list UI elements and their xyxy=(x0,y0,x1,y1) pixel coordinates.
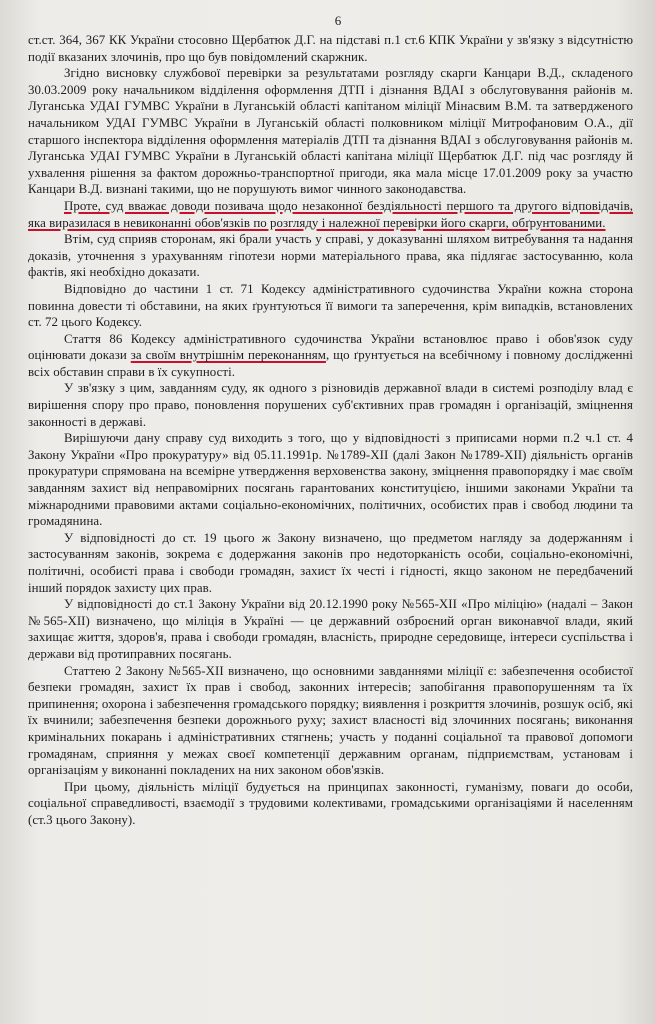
paragraph xyxy=(28,530,633,596)
paragraph-text: При цьому, діяльність міліції будується на принципах законності, гуманізму, поваги до особи, соціальної справедливості, взаємодії з трудовими колективами, громадськими організаціями й населенням (ст.3 цього Закону). xyxy=(28,779,633,827)
paragraph xyxy=(28,779,633,829)
paragraph-text: Стаття 86 Кодексу адміністративного судочинства України встановлює право і обов'язок суду оцінювати докази xyxy=(28,331,633,363)
document-body xyxy=(28,32,633,829)
paragraph xyxy=(28,65,633,198)
paragraph-text: Втім, суд сприяв сторонам, які брали участь у справі, у доказуванні шляхом витребування та надання доказів, уточнення з урахуванням гіпотези норми матеріального права, яка підлягає застосуванню, кола фактів, які необхідно доказати. xyxy=(28,232,633,280)
paragraph-text: Згідно висновку службової перевірки за результатами розгляду скарги Канцари В.Д., складеного 30.03.2009 року начальником відділення оформлення ДТП і дізнання ВДАІ з обслуговування районів м. Луганська УДАІ ГУМВС України в Луганській області капітаном міліції Мінасвим В.М. та затвердженого начальником УДАІ ГУМВС України в Луганській області полковником міліції Митрофановим О.А., дії старшого інспектора відділення оформлення матеріалів ДТП та дізнання ВДАІ з обслуговування районів м. Луганська УДАІ ГУМВС України в Луганській області капітана міліції Щербатюк Д.Г. під час розгляду й ухвалення рішення за фактом дорожньо-транспортної пригоди, яка мала місце 17.01.2009 року за участю Канцари В.Д. визнані такими, що не порушують вимог чинного законодавства. xyxy=(28,66,633,197)
paragraph xyxy=(28,331,633,381)
paragraph-text: Статтею 2 Закону №565-XII визначено, що основними завданнями міліції є: забезпечення особистої безпеки громадян, захист їх прав і свобод, законних інтересів; запобігання правопорушенням та їх припинення; охорона і забезпечення громадського порядку; виявлення і розкриття злочинів, розшук осіб, які їх вчинили; забезпечення безпеки дорожнього руху; захист власності від злочинних посягань; виконання кримінальних покарань і адміністративних стягнень; участь у поданні соціальної та правової допомоги громадянам, сприяння у межах своєї компетенції державним органам, підприємствам, установам і організаціям у виконанні покладених на них законом обов'язків. xyxy=(28,663,633,778)
paragraph-text: ст.ст. 364, 367 КК України стосовно Щербатюк Д.Г. на підставі п.1 ст.6 КПК України у зв'язку з відсутністю події вказаних злочинів, про що був повідомлений скаржник. xyxy=(28,33,633,64)
paragraph xyxy=(28,231,633,281)
paragraph xyxy=(28,198,633,231)
paragraph-text: У зв'язку з цим, завданням суду, як одного з різновидів державної влади в системі розподілу влад є вирішення спору про право, поновлення порушених суб'єктивних прав громадян і організацій, зміцнення законності в державі. xyxy=(28,381,633,429)
paragraph xyxy=(28,32,633,65)
paragraph-text: Відповідно до частини 1 ст. 71 Кодексу адміністративного судочинства України кожна сторона повинна довести ті обставини, на яких ґрунтуються її вимоги та заперечення, крім випадків, встановлених ст. 72 цього Кодексу. xyxy=(28,281,633,330)
paragraph xyxy=(28,281,633,331)
paragraph-text: Вирішуючи дану справу суд виходить з того, що у відповідності з приписами норми п.2 ч.1 ст. 4 Закону України «Про прокуратуру» від 05.11.1991р. №1789-XII (далі Закон №1789-XII) діяльність органів прокуратури спрямована на всемірне утвердження верховенства закону, зміцнення правопорядку і має своїм завданням захист від неправомірних посягань гарантованих конституцією, іншими законами України та міжнародними правовими актами соціально-економічних, політичних, особистих прав і свобод людини та громадянина. xyxy=(28,431,633,529)
page-number: 6 xyxy=(334,13,342,28)
paragraph-text: У відповідності до ст.1 Закону України від 20.12.1990 року №565-XII «Про міліцію» (надалі – Закон №565-XII) визначено, що міліція в Україні — це державний озброєний орган виконавчої влади, який захищає життя, здоров'я, права і свободи громадян, власність, природне середовище, інтереси суспільства і держави від протиправних посягань. xyxy=(28,597,633,661)
paragraph xyxy=(28,380,633,430)
paragraph xyxy=(28,430,633,530)
paragraph xyxy=(28,596,633,662)
highlighted-text: Проте, суд вважає доводи позивача щодо незаконної бездіяльності першого та другого відповідачів, яка виразилася в невиконанні обов'язків по розгляду і належної перевірки його скарги, обґрунтованими. xyxy=(28,198,633,230)
paragraph-text: У відповідності до ст. 19 цього ж Закону визначено, що предметом нагляду за додержанням і застосуванням законів, зокрема є додержання законів про недоторканість особи, соціально-економічні, політичні, особисті права і свободи громадян, захист їх честі і гідності, якщо законом не передбачений інший порядок захисту цих прав. xyxy=(28,530,633,595)
paragraph xyxy=(28,663,633,779)
paragraph-text: , що ґрунтується на всебічному і повному дослідженні всіх обставин справи в їх сукупності. xyxy=(28,348,633,379)
highlighted-text: за своїм внутрішнім переконанням xyxy=(130,348,326,363)
